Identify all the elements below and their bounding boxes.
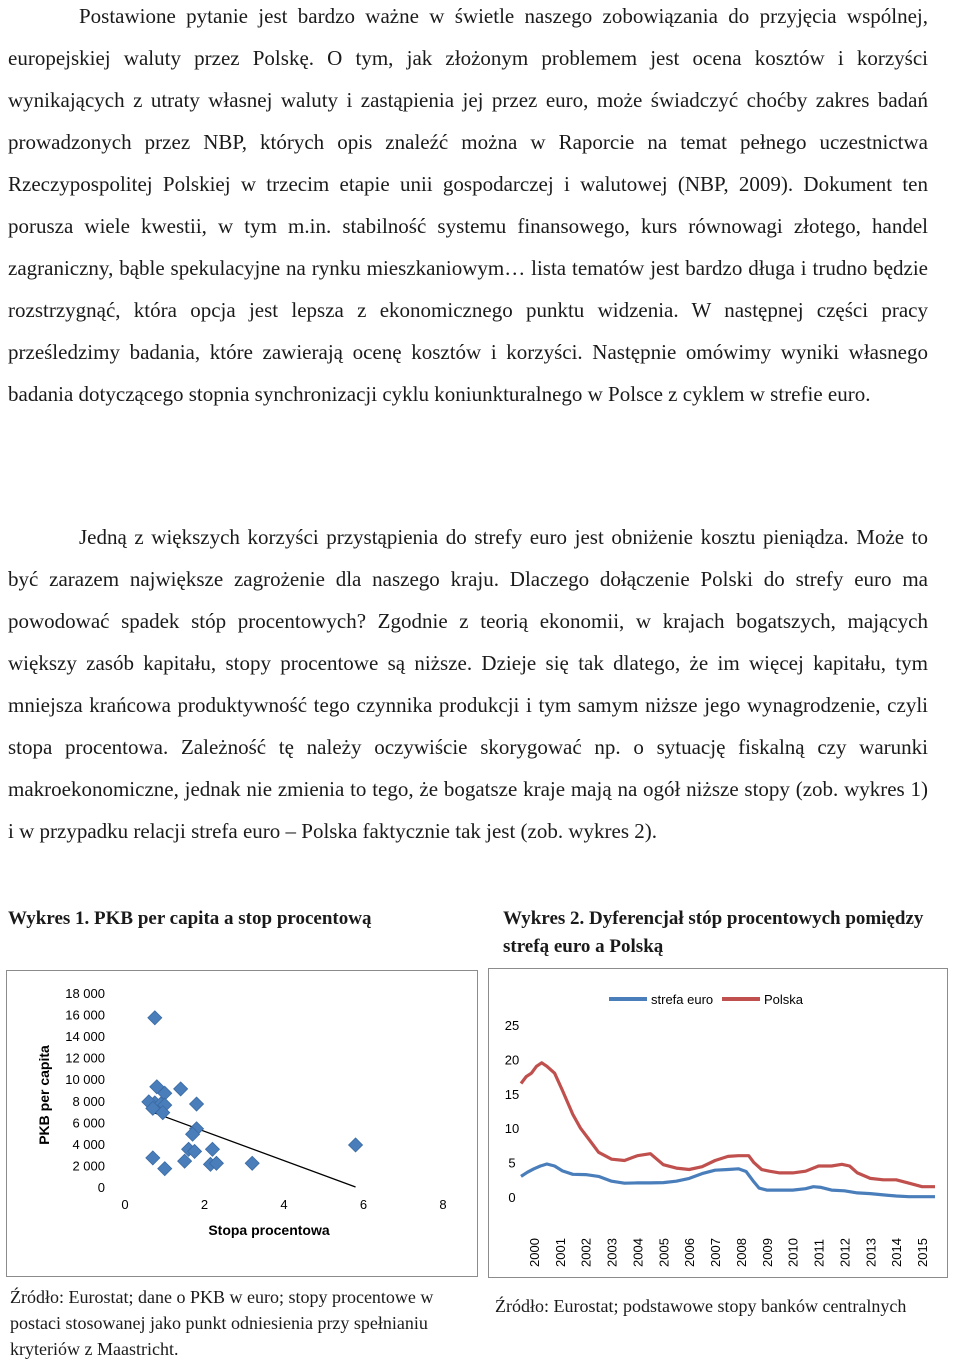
x-tick-label: 2005 <box>656 1238 672 1267</box>
data-point <box>349 1138 363 1152</box>
y-tick-label: 10 <box>504 1121 520 1137</box>
x-tick-label: 2007 <box>708 1238 724 1267</box>
x-tick-label: 8 <box>439 1197 447 1212</box>
data-point <box>158 1162 172 1176</box>
x-tick-label: 2002 <box>578 1238 594 1267</box>
x-tick-label: 2011 <box>811 1239 827 1267</box>
rate-differential-line-chart <box>489 969 947 1277</box>
x-tick-label: 2001 <box>552 1238 568 1267</box>
gdp-vs-rate-scatter <box>7 971 477 1276</box>
figure1-source: Źródło: Eurostat; dane o PKB w euro; stopy procentowe w postaci stosowanej jako punkt odniesienia przy spełnianiu kryteriów z Maastricht. <box>10 1287 434 1359</box>
paragraph-cost-of-money <box>8 516 928 852</box>
figure1-chart <box>6 970 478 1277</box>
y-tick-label: 10 000 <box>65 1072 105 1088</box>
y-tick-label: 12 000 <box>65 1050 105 1066</box>
data-point <box>148 1011 162 1025</box>
x-tick-label: 2003 <box>604 1238 620 1267</box>
y-tick-label: 14 000 <box>65 1029 105 1045</box>
y-tick-label: 20 <box>504 1052 520 1068</box>
x-tick-label: 2009 <box>759 1238 775 1267</box>
figure1-caption: Wykres 1. PKB per capita a stop procentową <box>8 908 372 929</box>
y-tick-label: 0 <box>97 1180 105 1195</box>
data-point <box>190 1097 204 1111</box>
x-tick-label: 2014 <box>889 1238 905 1267</box>
paragraph-intro <box>8 0 928 415</box>
x-tick-label: 2013 <box>863 1238 879 1267</box>
figure2-chart <box>488 968 948 1278</box>
x-tick-label: 2004 <box>630 1238 646 1267</box>
x-axis-title: Stopa procentowa <box>208 1222 330 1238</box>
figure2-caption: Wykres 2. Dyferencjał stóp procentowych pomiędzy strefą euro a Polską <box>503 908 924 957</box>
data-point <box>178 1154 192 1168</box>
data-point <box>174 1082 188 1096</box>
data-point <box>146 1151 160 1165</box>
data-point <box>205 1142 219 1156</box>
x-tick-label: 6 <box>359 1197 368 1212</box>
y-tick-label: 4 000 <box>72 1136 105 1152</box>
figure2-source: Źródło: Eurostat; podstawowe stopy banków centralnych <box>495 1296 907 1316</box>
x-tick-label: 0 <box>121 1197 129 1212</box>
x-tick-label: 2015 <box>915 1238 931 1267</box>
paragraph-cost-of-money-text: Jedną z większych korzyści przystąpienia do strefy euro jest obniżenie kosztu pieniądza. Może to być zarazem największe zagrożenie dla naszego kraju. Dlaczego dołączenie Polski do strefy euro ma powodować spadek stóp procentowych? Zgodnie z teorią ekonomii, w krajach bogatszych, mających większy zasób kapitału, stopy procentowe są niższe. Dzieje się tak dlatego, że im więcej kapitału, tym mniejsza krańcowa produktywność tego czynnika produkcji i tym samym niższe jego wynagrodzenie, czyli stopa procentowa. Zależność tę należy oczywiście skorygować np. o sytuację fiskalną czy warunki makroekonomiczne, jednak nie zmienia to tego, że bogatsze kraje mają na ogół niższe stopy (zob. wykres 1) i w przypadku relacji strefa euro – Polska faktycznie tak jest (zob. wykres 2). <box>8 525 928 843</box>
x-tick-label: 4 <box>280 1197 288 1212</box>
y-tick-label: 6 000 <box>72 1115 105 1131</box>
legend-label: Polska <box>764 992 804 1007</box>
x-tick-label: 2000 <box>526 1238 542 1267</box>
x-tick-label: 2010 <box>785 1238 801 1267</box>
data-point <box>245 1156 259 1170</box>
paragraph-intro-text: Postawione pytanie jest bardzo ważne w świetle naszego zobowiązania do przyjęcia wspólnej, europejskiej waluty przez Polskę. O tym, jak złożonym problemem jest ocena kosztów i korzyści wynikających z utraty własnej waluty i zastąpienia jej przez euro, może świadczyć choćby zakres badań prowadzonych przez NBP, których opis znaleźć można w Raporcie na temat pełnego uczestnictwa Rzeczypospolitej Polskiej w trzecim etapie unii gospodarczej i walutowej (NBP, 2009). Dokument ten porusza wiele kwestii, w tym m.in. stabilność systemu finansowego, kurs równowagi złotego, handel zagraniczny, bąble spekulacyjne na rynku mieszkaniowym… lista tematów jest bardzo długa i trudno będzie rozstrzygnąć, która opcja jest lepsza z ekonomicznego punktu widzenia. W następnej części pracy prześledzimy badania, które zawierają ocenę kosztów i korzyści. Następnie omówimy wyniki własnego badania dotyczącego stopnia synchronizacji cyklu koniunkturalnego w Polsce z cyklem w strefie euro. <box>8 4 928 406</box>
y-tick-label: 16 000 <box>65 1007 105 1023</box>
y-tick-label: 25 <box>504 1018 520 1033</box>
y-axis-title: PKB per capita <box>36 1045 52 1145</box>
y-tick-label: 15 <box>504 1086 520 1102</box>
series-line <box>521 1164 935 1197</box>
y-tick-label: 5 <box>508 1155 516 1171</box>
y-tick-label: 0 <box>508 1190 516 1205</box>
x-tick-label: 2008 <box>733 1238 749 1267</box>
y-tick-label: 18 000 <box>65 986 105 1001</box>
legend-label: strefa euro <box>651 992 714 1007</box>
x-tick-label: 2012 <box>837 1238 853 1267</box>
x-tick-label: 2006 <box>682 1238 698 1267</box>
y-tick-label: 8 000 <box>72 1093 105 1109</box>
y-tick-label: 2 000 <box>72 1158 105 1174</box>
x-tick-label: 2 <box>200 1197 209 1212</box>
